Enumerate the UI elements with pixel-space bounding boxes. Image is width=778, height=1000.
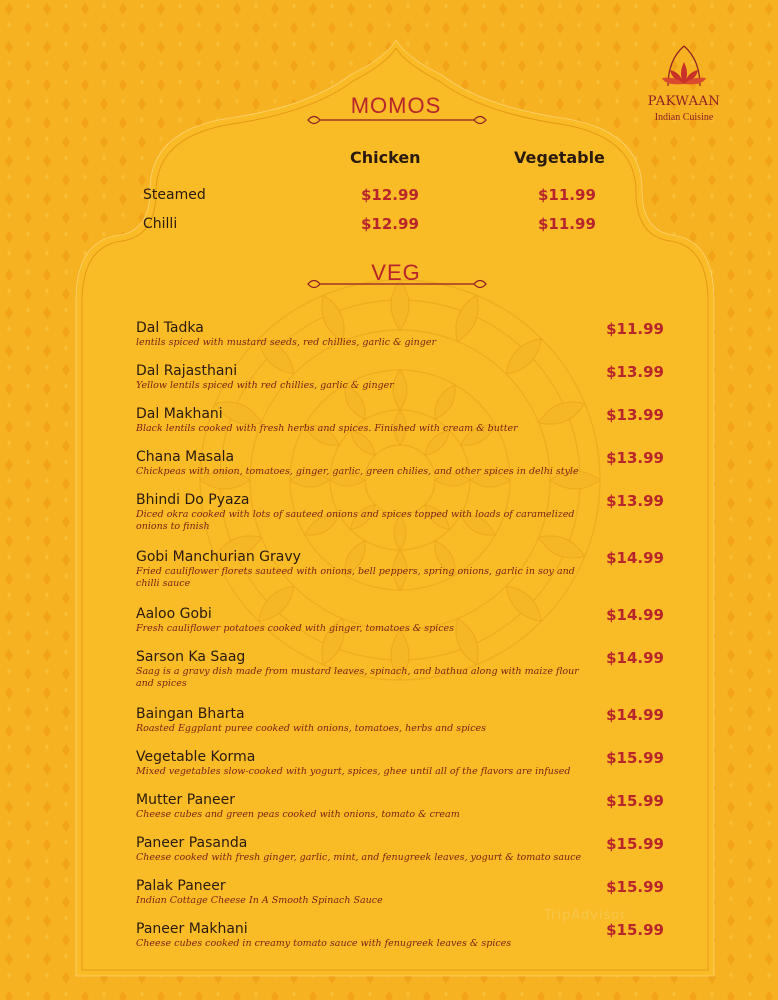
menu-item <box>136 363 666 406</box>
veg-menu-list <box>136 320 666 964</box>
menu-item <box>136 921 666 964</box>
menu-item-price: $14.99 <box>606 649 664 667</box>
menu-item-price: $15.99 <box>606 835 664 853</box>
menu-item-price: $14.99 <box>606 549 664 567</box>
menu-item <box>136 706 666 749</box>
menu-item <box>136 792 666 835</box>
menu-item-price: $15.99 <box>606 878 664 896</box>
menu-item-name: Dal Tadka <box>136 320 204 336</box>
menu-item-name: Paneer Pasanda <box>136 835 248 851</box>
menu-item-name: Paneer Makhani <box>136 921 248 937</box>
ornament-divider-icon <box>304 276 490 292</box>
menu-item-price: $13.99 <box>606 449 664 467</box>
ornament-divider-icon <box>304 112 490 128</box>
lotus-icon <box>626 40 742 94</box>
momo-row-label: Chilli <box>143 216 178 232</box>
menu-item-price: $11.99 <box>606 320 664 338</box>
menu-item-description: Fresh cauliflower potatoes cooked with ginger, tomatoes & spices <box>136 623 455 634</box>
menu-item-name: Palak Paneer <box>136 878 226 894</box>
menu-item <box>136 549 666 606</box>
menu-item-price: $13.99 <box>606 406 664 424</box>
menu-item-description: Fried cauliflower florets sauteed with onions, bell peppers, spring onions, garlic in soy and chilli sauce <box>136 566 575 589</box>
menu-item-price: $13.99 <box>606 492 664 510</box>
column-header-vegetable: Vegetable <box>514 148 605 167</box>
menu-item <box>136 649 666 706</box>
momo-price-chicken: $12.99 <box>361 186 419 204</box>
menu-item-description: Indian Cottage Cheese In A Smooth Spinach Sauce <box>136 895 383 906</box>
menu-item-price: $15.99 <box>606 792 664 810</box>
menu-item-name: Dal Makhani <box>136 406 223 422</box>
menu-item-name: Sarson Ka Saag <box>136 649 246 665</box>
menu-item-description: Chickpeas with onion, tomatoes, ginger, garlic, green chilies, and other spices in delhi style <box>136 466 579 477</box>
logo-name: PAKWAAN <box>647 94 721 109</box>
menu-item-description: lentils spiced with mustard seeds, red chillies, garlic & ginger <box>136 337 437 348</box>
menu-item-name: Gobi Manchurian Gravy <box>136 549 301 565</box>
menu-item-description: Cheese cubes cooked in creamy tomato sauce with fenugreek leaves & spices <box>136 938 512 949</box>
veg-title: VEG <box>371 260 421 285</box>
menu-item <box>136 449 666 492</box>
menu-item-price: $15.99 <box>606 749 664 767</box>
menu-item-name: Chana Masala <box>136 449 235 465</box>
menu-item <box>136 835 666 878</box>
menu-item <box>136 492 666 549</box>
tripadvisor-watermark: TripAdvisor <box>544 908 627 923</box>
menu-item-description: Mixed vegetables slow-cooked with yogurt, spices, ghee until all of the flavors are infused <box>136 766 571 777</box>
menu-item-name: Bhindi Do Pyaza <box>136 492 250 508</box>
momo-price-vegetable: $11.99 <box>538 186 596 204</box>
menu-item <box>136 320 666 363</box>
column-header-chicken: Chicken <box>350 148 421 167</box>
menu-item-price: $15.99 <box>606 921 664 939</box>
menu-item-description: Cheese cooked with fresh ginger, garlic, mint, and fenugreek leaves, yogurt & tomato sauce <box>136 852 582 863</box>
restaurant-logo <box>626 40 742 150</box>
menu-item-description: Saag is a gravy dish made from mustard leaves, spinach, and bathua along with maize flour and spices <box>136 666 579 689</box>
menu-item-description: Yellow lentils spiced with red chillies, garlic & ginger <box>136 380 394 391</box>
momo-price-vegetable: $11.99 <box>538 215 596 233</box>
momo-row-label: Steamed <box>143 187 206 203</box>
menu-item-description: Cheese cubes and green peas cooked with onions, tomato & cream <box>136 809 460 820</box>
menu-item-name: Dal Rajasthani <box>136 363 238 379</box>
menu-item-name: Vegetable Korma <box>136 749 256 765</box>
menu-item <box>136 606 666 649</box>
menu-item-description: Black lentils cooked with fresh herbs and spices. Finished with cream & butter <box>136 423 518 434</box>
menu-item <box>136 406 666 449</box>
logo-tagline: Indian Cuisine <box>654 112 714 123</box>
menu-item-description: Roasted Eggplant puree cooked with onions, tomatoes, herbs and spices <box>136 723 487 734</box>
menu-item-price: $14.99 <box>606 606 664 624</box>
menu-item-name: Aaloo Gobi <box>136 606 212 622</box>
momo-price-chicken: $12.99 <box>361 215 419 233</box>
menu-item-description: Diced okra cooked with lots of sauteed onions and spices topped with loads of caramelized onions to finish <box>136 509 575 532</box>
menu-item-name: Mutter Paneer <box>136 792 235 808</box>
menu-item-name: Baingan Bharta <box>136 706 245 722</box>
menu-item-price: $13.99 <box>606 363 664 381</box>
menu-item-price: $14.99 <box>606 706 664 724</box>
menu-item <box>136 749 666 792</box>
momos-title: MOMOS <box>350 93 442 118</box>
